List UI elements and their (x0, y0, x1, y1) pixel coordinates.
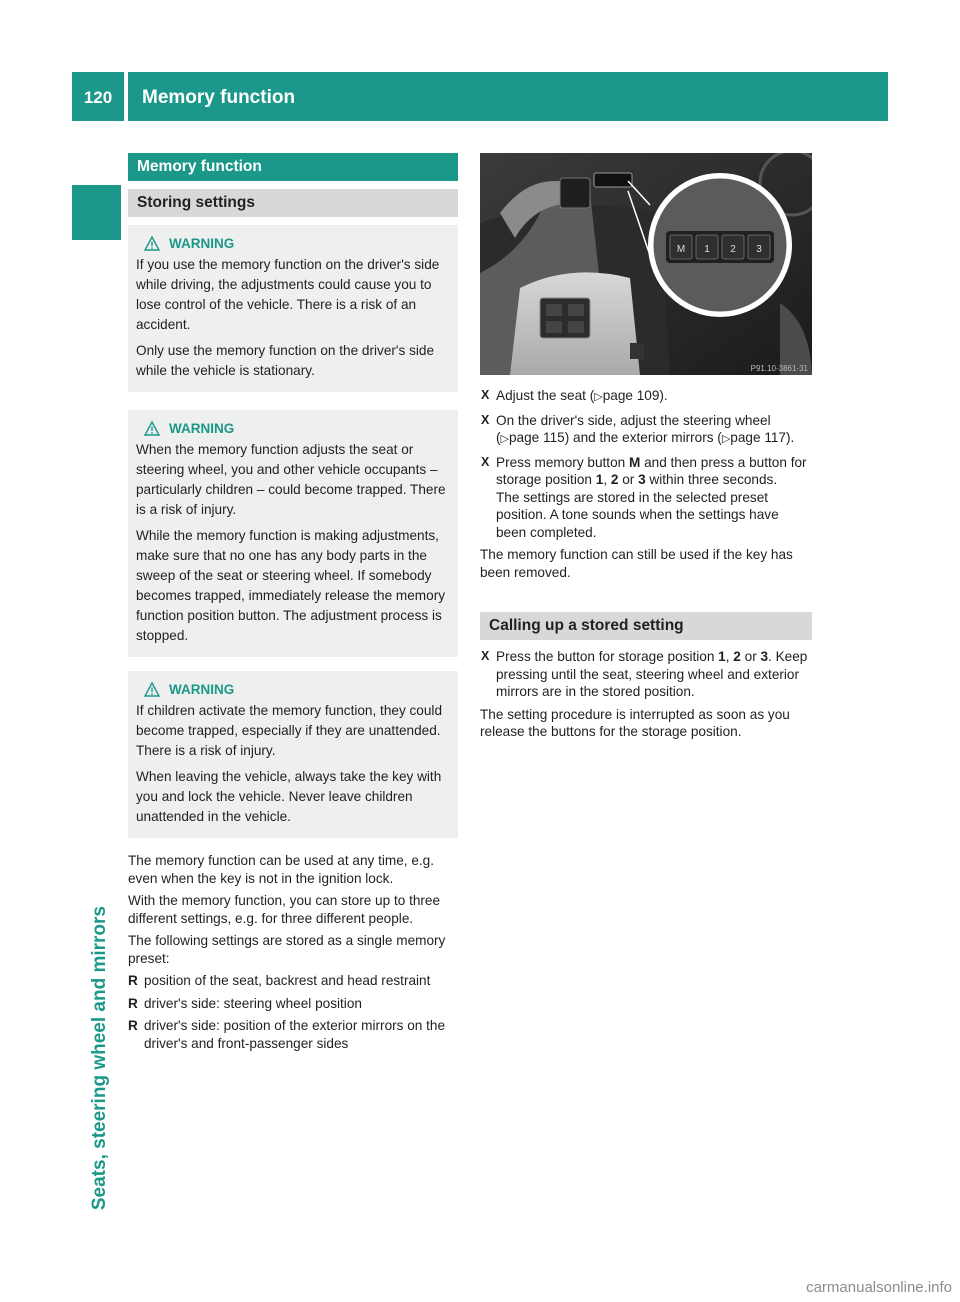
page-ref[interactable]: page 115 (509, 430, 565, 445)
warning-box-1 (128, 225, 458, 392)
warning-box-3 (128, 671, 458, 838)
watermark: carmanualsonline.info (806, 1279, 952, 1296)
warning-triangle-icon (144, 236, 160, 251)
bullet-mark: R (128, 995, 138, 1011)
warning-text: When the memory function adjusts the seat or steering wheel, you and other vehicle occupants – particularly children – could become trapped. There is a risk of injury. (136, 442, 446, 517)
position-number: 3 (638, 472, 646, 487)
subsection-title-calling-up: Calling up a stored setting (480, 612, 812, 640)
warning-text: If children activate the memory function, they could become trapped, especially if they are unattended. There is a risk of injury. (136, 703, 443, 758)
step-text: Press memory button (496, 454, 629, 470)
section-title: Memory function (128, 153, 458, 181)
warning-label: WARNING (169, 235, 235, 251)
body-paragraph: With the memory function, you can store up to three different settings, e.g. for three different people. (128, 893, 441, 926)
door-memory-buttons-photo (480, 153, 812, 375)
list-item (128, 995, 458, 1013)
warning-triangle-icon (144, 421, 160, 436)
step-item (480, 454, 812, 542)
warning-heading (144, 235, 450, 251)
position-number: 1 (595, 472, 604, 487)
bullet-mark: R (128, 973, 138, 988)
step-text: Press the button for storage position (496, 649, 719, 664)
page-ref-icon: ▷ (721, 433, 731, 445)
step-text: Adjust the seat ( (496, 388, 595, 403)
page-ref-icon: ▷ (500, 433, 509, 445)
list-item-text: driver's side: steering wheel position (144, 995, 362, 1011)
warning-text: If you use the memory function on the driver's side while driving, the adjustments could cause you to lose control of the vehicle. There is a risk of an accident. (136, 257, 440, 332)
body-paragraph: The memory function can be used at any time, e.g. even when the key is not in the ignition lock. (128, 853, 435, 886)
step-text: On the driver's side, adjust the steering wheel ( (496, 412, 771, 445)
step-text: , (725, 649, 734, 664)
header-divider (124, 72, 128, 121)
warning-heading (144, 420, 450, 436)
memory-button-1-label: 1 (704, 244, 710, 255)
list-item-text: position of the seat, backrest and head restraint (144, 973, 431, 988)
left-column (128, 153, 458, 1057)
step-text: ). (786, 430, 795, 445)
body-paragraph: The following settings are stored as a single memory preset: (128, 933, 446, 966)
warning-triangle-icon (144, 682, 160, 697)
step-item (480, 648, 812, 701)
right-column (480, 153, 812, 746)
warning-text: Only use the memory function on the driver's side while the vehicle is stationary. (136, 343, 435, 378)
step-note: The settings are stored in the selected preset position. A tone sounds when the settings have been completed. (496, 489, 779, 540)
step-mark: X (481, 649, 490, 663)
step-text: , (603, 472, 611, 487)
position-number: 1 (718, 649, 726, 664)
position-number: 3 (760, 649, 769, 664)
page-ref-icon: ▷ (594, 391, 603, 403)
step-text: . Keep pressing until the seat, steering wheel and exterior mirrors are in the stored position. (496, 649, 808, 699)
step-text: and then press a button for storage position (496, 454, 807, 487)
warning-label: WARNING (169, 420, 235, 436)
step-mark: X (481, 454, 490, 469)
image-code: P91.10-3861-31 (750, 364, 808, 373)
step-text: or (618, 472, 639, 487)
step-text: ). (659, 388, 668, 403)
list-item (128, 1017, 458, 1052)
step-text: or (740, 649, 761, 664)
memory-button-2-label: 2 (730, 244, 736, 255)
warning-label: WARNING (169, 681, 235, 697)
position-number: 2 (610, 472, 619, 487)
memory-button-3-label: 3 (756, 244, 762, 255)
chapter-tab (72, 185, 121, 240)
warning-heading (144, 681, 450, 697)
page-number: 120 (83, 88, 113, 107)
step-text: within three seconds. (645, 472, 778, 487)
step-text: ) and the exterior mirrors ( (564, 430, 722, 445)
memory-button-m-label: M (676, 244, 686, 255)
subsection-title-storing: Storing settings (128, 189, 458, 217)
warning-text: When leaving the vehicle, always take the key with you and lock the vehicle. Never leave children unattended in the vehicle. (136, 769, 442, 824)
warning-text: While the memory function is making adjustments, make sure that no one has any body parts in the sweep of the seat or steering wheel. If somebody becomes trapped, immediately release the memory function position button. The adjustment process is stopped. (136, 528, 446, 643)
body-paragraph: The memory function can still be used if the key has been removed. (480, 547, 793, 580)
body-paragraph: The setting procedure is interrupted as soon as you release the buttons for the storage position. (480, 706, 790, 739)
memory-button-name: M (628, 454, 641, 470)
chapter-label (85, 780, 115, 1210)
bullet-mark: R (128, 1018, 138, 1033)
warning-box-2 (128, 410, 458, 657)
chapter-label-text: Seats, steering wheel and mirrors (89, 905, 110, 1210)
list-item (128, 972, 458, 990)
position-number: 2 (733, 649, 741, 664)
step-mark: X (481, 412, 490, 427)
step-mark: X (481, 388, 490, 402)
step-item (480, 412, 812, 449)
list-item-text: driver's side: position of the exterior mirrors on the driver's and front-passenger sides (144, 1018, 446, 1051)
step-item (480, 387, 812, 407)
page-ref[interactable]: page 117 (730, 430, 786, 445)
page-ref[interactable]: page 109 (602, 388, 660, 403)
page-header (72, 72, 888, 121)
page-title: Memory function (142, 87, 296, 108)
